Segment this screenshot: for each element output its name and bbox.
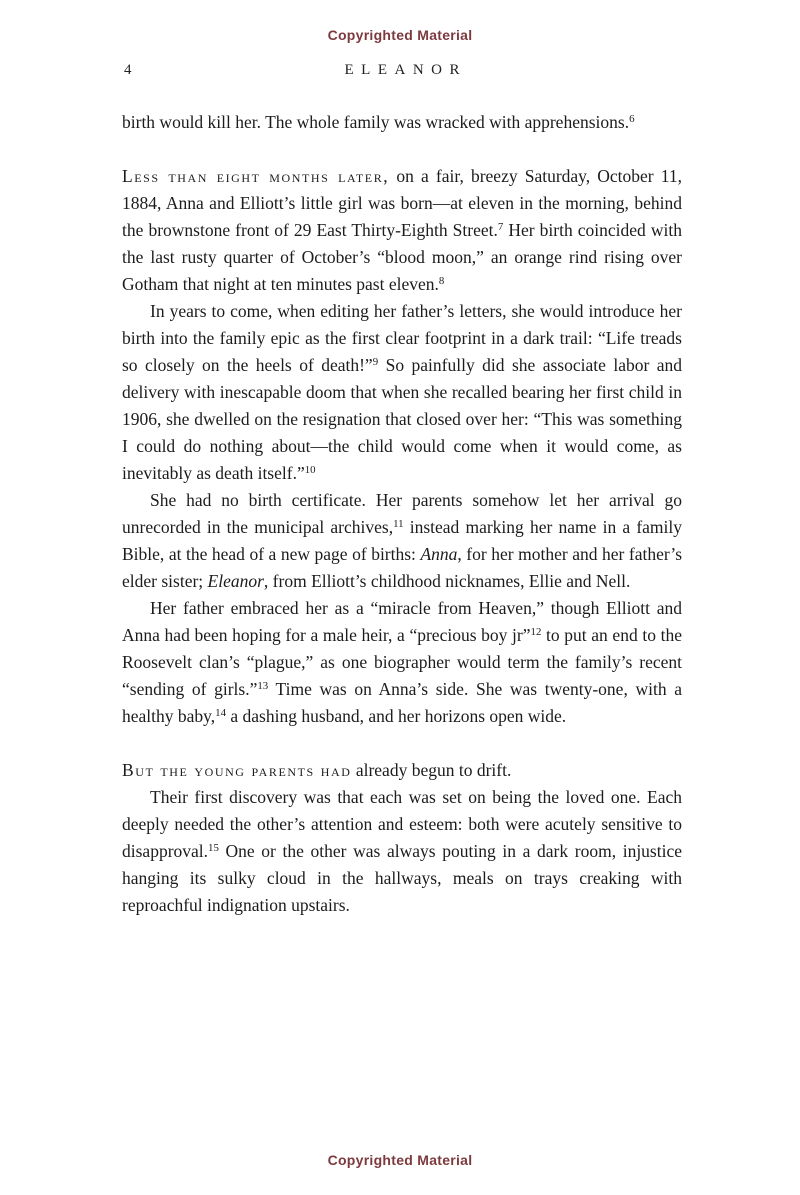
paragraph bbox=[122, 109, 682, 136]
text-run: to put an end to the Roosevelt clan’s “plague,” as one biographer would term the family’s recent “sending of girls.” bbox=[122, 625, 682, 699]
text-run: birth would kill her. The whole family was wracked with apprehensions. bbox=[122, 112, 630, 132]
paragraph bbox=[122, 595, 682, 730]
smallcaps-lead-in: Less than eight months later, bbox=[122, 166, 390, 186]
text-run: , from Elliott’s childhood nicknames, Ellie and Nell. bbox=[263, 571, 631, 591]
footnote-reference: 7 bbox=[497, 221, 504, 234]
paragraph bbox=[122, 784, 682, 919]
footnote-reference: 10 bbox=[304, 464, 316, 477]
text-run: She had no birth certificate. Her parents somehow let her arrival go unrecorded in the municipal archives, bbox=[122, 490, 682, 537]
footnote-reference: 8 bbox=[438, 275, 445, 288]
text-run: One or the other was always pouting in a dark room, injustice hanging its sulky cloud in the hallways, meals on trays creaking with reproachful indignation upstairs. bbox=[122, 841, 682, 915]
italic-text: Eleanor bbox=[207, 571, 264, 591]
text-run: Time was on Anna’s side. She was twenty-one, with a healthy baby, bbox=[122, 679, 682, 726]
page-body bbox=[122, 109, 682, 919]
paragraph bbox=[122, 298, 682, 487]
text-run: In years to come, when editing her father’s letters, she would introduce her birth into the family epic as the first clear footprint in a dark trail: “Life treads so closely on the heels of death!” bbox=[122, 301, 682, 375]
footnote-reference: 13 bbox=[257, 680, 269, 693]
text-run: a dashing husband, and her horizons open wide. bbox=[225, 706, 567, 726]
italic-text: Anna bbox=[420, 544, 458, 564]
text-run: on a fair, breezy Saturday, October 11, 1884, Anna and Elliott’s little girl was born—at eleven in the morning, behind the brownstone front of 29 East Thirty-Eighth Street. bbox=[122, 166, 682, 240]
footnote-reference: 12 bbox=[530, 626, 542, 639]
page-header bbox=[122, 62, 682, 84]
footnote-reference: 15 bbox=[208, 842, 219, 855]
text-run: Her father embraced her as a “miracle from Heaven,” though Elliott and Anna had been hoping for a male heir, a “precious boy jr” bbox=[122, 598, 682, 645]
footnote-reference: 14 bbox=[215, 707, 226, 720]
text-run: So painfully did she associate labor and delivery with inescapable doom that when she recalled bearing her first child in 1906, she dwelled on the resignation that closed over her: “This was something I could do nothing about—the child would come when it would come, as inevitably as death itself.” bbox=[122, 355, 682, 483]
smallcaps-lead-in: But the young parents had bbox=[122, 760, 352, 780]
footnote-reference: 9 bbox=[372, 356, 379, 369]
text-run: instead marking her name in a family Bible, at the head of a new page of births: bbox=[122, 517, 683, 564]
paragraph bbox=[122, 163, 682, 298]
copyright-notice-bottom: Copyrighted Material bbox=[327, 1152, 473, 1168]
paragraph bbox=[122, 487, 682, 595]
footnote-reference: 6 bbox=[629, 113, 635, 126]
running-head: ELEANOR bbox=[344, 62, 467, 78]
copyright-notice-top: Copyrighted Material bbox=[327, 27, 473, 43]
footnote-reference: 11 bbox=[393, 518, 404, 531]
text-run: Her birth coincided with the last rusty quarter of October’s “blood moon,” an orange rind rising over Gotham that night at ten minutes past eleven. bbox=[122, 220, 682, 294]
text-run: already begun to drift. bbox=[351, 760, 512, 780]
text-run: Their first discovery was that each was set on being the loved one. Each deeply needed the other’s attention and esteem: both were acutely sensitive to disapproval. bbox=[122, 787, 682, 861]
paragraph bbox=[122, 757, 682, 784]
page-number: 4 bbox=[124, 62, 132, 78]
text-run: , for her mother and her father’s elder sister; bbox=[122, 544, 683, 591]
